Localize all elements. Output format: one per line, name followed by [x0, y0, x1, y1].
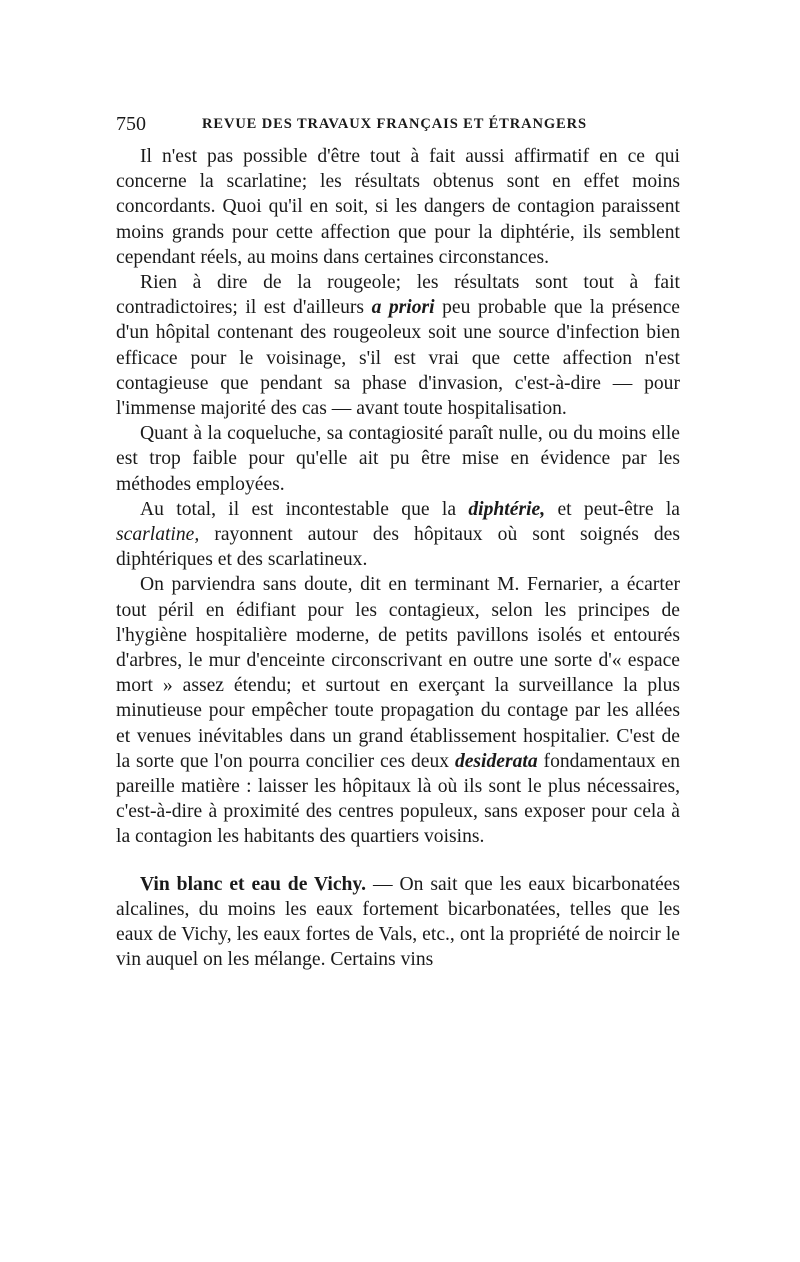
- emphasis-a-priori: a priori: [371, 297, 435, 319]
- paragraph-coqueluche: [116, 421, 680, 497]
- paragraph-scarlatine: [116, 144, 680, 270]
- paragraph-text: Il n'est pas possible d'être tout à fait aussi affirmatif en ce qui concerne la scarlatine; les résultats obtenus sont en effet moins concordants. Quoi qu'il en soit, si les dangers de contagion paraissent moins grands pour cette affection que pour la diphtérie, ils semblent cependant réels, au moins dans certaines circonstances.: [116, 146, 680, 268]
- paragraph-conclusion: [116, 572, 680, 849]
- emphasis-scarlatine: scarlatine,: [116, 524, 200, 546]
- running-header: [116, 112, 680, 136]
- paragraph-text: et peut-être la: [545, 498, 680, 520]
- paragraph-text: rayonnent autour des hôpitaux où sont soignés des diphtériques et des scarlatineux.: [116, 524, 680, 571]
- paragraph-vin-blanc: [116, 872, 680, 973]
- paragraph-text: On parviendra sans doute, dit en terminant M. Fernarier, a écarter tout péril en édifiant pour les contagieux, selon les principes de l'hygiène hospitalière moderne, de petits pavillons isolés et entourés d'arbres, le mur d'enceinte circonscrivant en outre une sorte d'« espace mort » assez étendu; et surtout en exerçant la surveillance la plus minutieuse pour empêcher toute propagation du contage par les allées et venues inévitables dans un grand établissement hospitalier. C'est de la sorte que l'on pourra concilier ces deux: [116, 574, 680, 772]
- paragraph-au-total: [116, 497, 680, 573]
- page-number: 750: [116, 113, 146, 135]
- paragraph-text: Au total, il est incontestable que la: [140, 498, 469, 520]
- paragraph-text: peu probable que la présence d'un hôpital contenant des rougeoleux soit une source d'infection bien efficace pour le voisinage, s'il est vrai que cette affection n'est contagieuse que pendant sa phase d'invasion, c'est-à-dire — pour l'immense majorité des cas — avant toute hospitalisation.: [116, 297, 680, 420]
- paragraph-text: fondamentaux en pareille matière : laisser les hôpitaux là où ils sont le plus nécessaires, c'est-à-dire à proximité des centres populeux, sans exposer pour cela à la contagion les habitants des quartiers voisins.: [116, 750, 680, 848]
- running-title: REVUE DES TRAVAUX FRANÇAIS ET ÉTRANGERS: [202, 116, 587, 132]
- emphasis-desiderata: desiderata: [454, 750, 538, 772]
- paragraph-text: — On sait que les eaux bicarbonatées alcalines, du moins les eaux fortement bicarbonatées, telles que les eaux de Vichy, les eaux fortes de Vals, etc., ont la propriété de noircir le vin auquel on les mélange. Certains vins: [116, 873, 680, 971]
- section-gap: [116, 850, 680, 872]
- paragraph-text: Rien à dire de la rougeole; les résultats sont tout à fait contradictoires; il est d'ailleurs: [116, 272, 680, 319]
- section-heading-vin-blanc: Vin blanc et eau de Vichy.: [140, 873, 367, 895]
- paragraph-text: Quant à la coqueluche, sa contagiosité paraît nulle, ou du moins elle est trop faible pour qu'elle ait pu être mise en évidence par les méthodes employées.: [116, 423, 680, 495]
- document-page: [116, 112, 680, 973]
- paragraph-rougeole: [116, 270, 680, 421]
- emphasis-diphterie: diphtérie,: [468, 498, 546, 520]
